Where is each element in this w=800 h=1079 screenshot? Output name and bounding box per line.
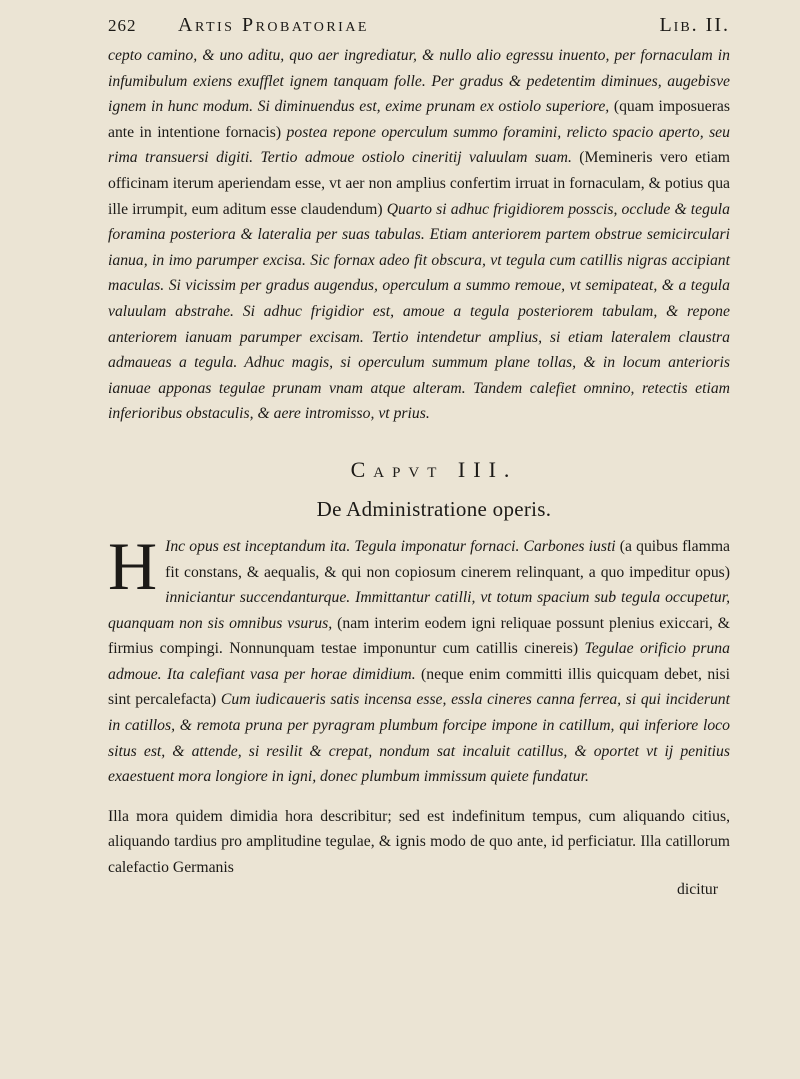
text-run: inniciantur succendanturque. Immittantur catilli, vt totum spacium sub tegula occupetur, quanquam non sis omnibus vsurus, xyxy=(108,589,730,632)
text-run: cepto camino, & uno aditu, quo aer ingrediatur, & nullo alio egressu inuento, per fornaculam in infumibulum exiens exufflet ignem tanquam folle. Per gradus & pedetentim diminues, augebisve ignem in hunc modum. Si diminuendus est, exime prunam ex ostiolo superiore, xyxy=(108,47,730,116)
paragraph-duration xyxy=(108,804,730,881)
text-run: (neque enim committi illis quicquam debet, nisi sint percalefacta) xyxy=(108,665,731,709)
text-run: (Memineris vero etiam officinam iterum aperiendam esse, vt aer non amplius confertim irruat in fornaculam, & potius qua ille irrumpit, eum aditum esse claudendum) xyxy=(108,149,730,218)
running-head-title: Artis Probatoriae xyxy=(178,14,369,36)
paragraph-administration xyxy=(108,527,731,790)
catchword: dicitur xyxy=(677,880,718,898)
text-run: Cum iudicaueris satis incensa esse, essla cineres canna ferrea, si qui inciderunt in catillos, & remota pruna per pyragram plumbum forcipe impone in catillum, qui inferiore loco situs est, & attende, si resilit & crepat, nondum sat incaluit catillus, & oportet vt ij penitius exaestuent mora longiore in igni, donec plumbum immissum quiete fundatur. xyxy=(108,691,730,786)
chapter-heading: Capvt III. xyxy=(350,456,518,482)
text-run: (a quibus flamma fit constans, & aequalis, & qui non copiosum cinerem relinquant, a quo impeditur opus) xyxy=(165,537,730,581)
running-head-book: Lib. II. xyxy=(659,14,730,36)
text-run: Tegulae orificio pruna admoue. Ita calefiant vasa per horae dimidium. xyxy=(108,640,730,683)
drop-capital: H xyxy=(108,527,158,604)
paragraph-furnace-regulation xyxy=(108,43,730,427)
text-run: postea repone operculum summo foramini, relicto spacio aperto, seu rima transuersi digiti. Tertio admoue ostiolo cineritij valuulam suam. xyxy=(108,123,730,167)
text-run: Quarto si adhuc frigidiorem posscis, occlude & tegula foramina posteriora & lateralia per suas tabulas. Etiam anteriorem partem obstrue semicirculari ianua, in imo parumper excisa. Sic fornax adeo fit obscura, vt tegula cum catillis nigras accipiant maculas. Si vicissim per gradus augendus, operculum a summo remoue, vt semipateat, & a tegula valuulam abstrahe. Si adhuc frigidior est, amoue a tegula posteriorem tabulam, & repone anteriorem ianuam parumper excisam. Tertio intendetur amplius, si etiam lateralem claustra admaueas a tegula. Adhuc magis, si operculum summum plane tollas, & in locum anterioris ianuae apponas tegulae prunam vnam atque alteram. Tandem calefiet omnino, retectis etiam inferioribus obstaculis, & aere intromisso, vt prius. xyxy=(108,200,730,423)
text-run: Illa mora quidem dimidia hora describitur; sed est indefinitum tempus, cum aliquando citius, aliquando tardius pro amplitudine tegulae, & ignis modo de quo ante, id perficiatur. Illa catillorum calefactio Germanis xyxy=(108,807,730,877)
text-run: (quam imposueras ante in intentione fornacis) xyxy=(108,98,730,141)
chapter-subtitle: De Administratione operis. xyxy=(316,496,552,521)
page-number: 262 xyxy=(108,16,137,35)
text-run: Inc opus est inceptandum ita. Tegula imponatur fornaci. Carbones iusti xyxy=(165,537,616,555)
text-run: (nam interim eodem igni reliquae possunt plenius exiccari, & firmius compingi. Nonnunquam testae imponuntur cum catillis cinereis) xyxy=(108,614,730,658)
running-head xyxy=(108,14,730,37)
